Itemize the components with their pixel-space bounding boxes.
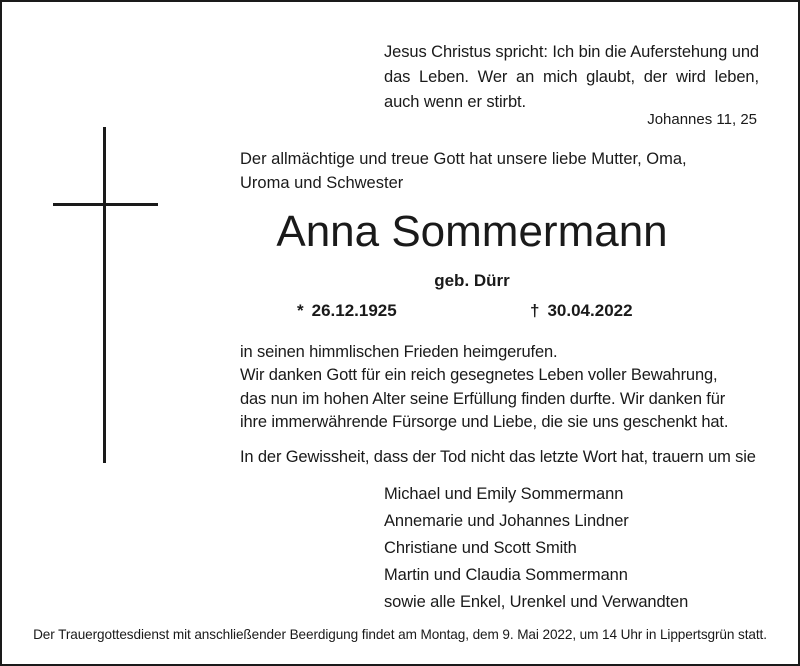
verse-reference: Johannes 11, 25 [647,111,757,128]
main-text-line-1: in seinen himmlischen Frieden heimgerufen. [240,343,558,361]
bible-verse: Jesus Christus spricht: Ich bin die Auferstehung und das Leben. Wer an mich glaubt, der wird leben, auch wenn er stirbt. [384,43,759,111]
asterisk-icon: * [297,301,304,320]
death-date: 30.04.2022 [547,301,633,320]
birth-date-line [297,300,397,322]
deceased-name: Anna Sommermann [276,207,668,256]
birth-name: geb. Dürr [434,271,510,290]
mourner-item: sowie alle Enkel, Urenkel und Verwandten [384,593,689,611]
mourner-item: Annemarie und Johannes Lindner [384,512,629,530]
funeral-notice: Der Trauergottesdienst mit anschließender Beerdigung findet am Montag, dem 9. Mai 2022, um 14 Uhr in Lippertsgrün statt. [33,627,767,642]
intro-text: Der allmächtige und treue Gott hat unsere liebe Mutter, Oma, Uroma und Schwester [240,150,687,192]
birth-date: 26.12.1925 [311,301,397,320]
mourner-item: Michael und Emily Sommermann [384,485,624,503]
death-date-line [530,300,633,322]
closing-text: In der Gewissheit, dass der Tod nicht das letzte Wort hat, trauern um sie [240,448,756,466]
dagger-icon: † [530,301,540,320]
mourner-item: Martin und Claudia Sommermann [384,566,628,584]
mourners-list [384,481,688,616]
main-text-paragraph: Wir danken Gott für ein reich gesegnetes Leben voller Bewahrung, das nun im hohen Alter seine Erfüllung finden durfte. Wir danken für ihre immerwährende Fürsorge und Liebe, die sie uns geschenkt hat. [240,366,729,431]
mourner-item: Christiane und Scott Smith [384,539,577,557]
main-text [240,341,735,434]
cross-vertical-bar [103,127,106,463]
